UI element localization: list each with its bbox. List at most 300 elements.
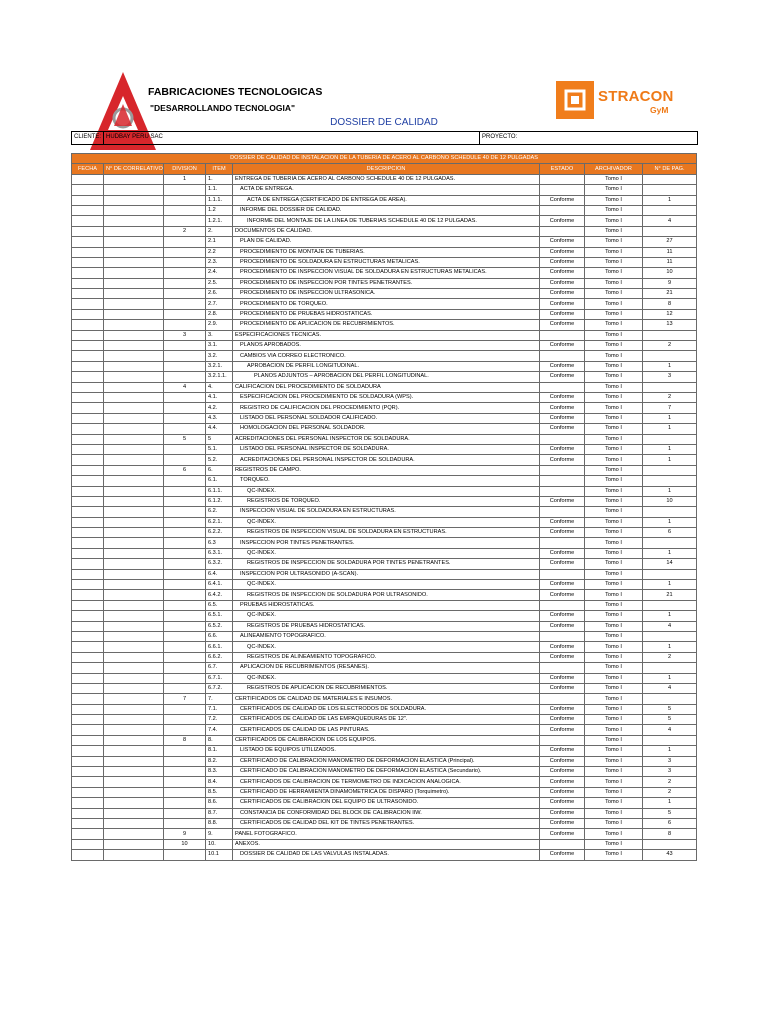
table-row <box>72 725 697 735</box>
cell-division <box>164 725 206 735</box>
table-row <box>72 559 697 569</box>
cell-pag <box>643 631 697 641</box>
cell-pag: 4 <box>643 621 697 631</box>
project-label: PROYECTO: <box>482 134 518 140</box>
cell-archivador: Tomo I <box>585 777 643 787</box>
cell-fecha <box>72 226 104 236</box>
cell-division <box>164 444 206 454</box>
cell-division <box>164 715 206 725</box>
cell-archivador: Tomo I <box>585 372 643 382</box>
cell-correlativo <box>104 767 164 777</box>
cell-pag <box>643 569 697 579</box>
cell-item: 2.9. <box>206 320 233 330</box>
cell-pag <box>643 226 697 236</box>
cell-correlativo <box>104 309 164 319</box>
cell-division: 3 <box>164 330 206 340</box>
table-row <box>72 413 697 423</box>
cell-estado <box>540 486 585 496</box>
cell-fecha <box>72 299 104 309</box>
cell-archivador: Tomo I <box>585 247 643 257</box>
col-header-estado: ESTADO <box>540 164 585 174</box>
cell-descripcion: PROCEDIMIENTO DE PRUEBAS HIDROSTATICAS. <box>233 309 540 319</box>
cell-correlativo <box>104 289 164 299</box>
cell-descripcion: QC-INDEX. <box>233 486 540 496</box>
cell-archivador: Tomo I <box>585 330 643 340</box>
cell-correlativo <box>104 559 164 569</box>
cell-pag <box>643 476 697 486</box>
cell-fecha <box>72 663 104 673</box>
cell-pag: 1 <box>643 444 697 454</box>
cell-archivador: Tomo I <box>585 195 643 205</box>
cell-archivador: Tomo I <box>585 600 643 610</box>
cell-correlativo <box>104 330 164 340</box>
cell-division <box>164 621 206 631</box>
table-row <box>72 787 697 797</box>
cell-fecha <box>72 850 104 860</box>
cell-descripcion: ACREDITACIONES DEL PERSONAL INSPECTOR DE SOLDADURA. <box>233 434 540 444</box>
cell-descripcion: CERTIFICADOS DE CALIDAD DEL KIT DE TINTES PENETRANTES. <box>233 819 540 829</box>
cell-descripcion: APROBACION DE PERFIL LONGITUDINAL. <box>233 361 540 371</box>
table-row <box>72 278 697 288</box>
cell-pag <box>643 600 697 610</box>
cell-correlativo <box>104 528 164 538</box>
cell-correlativo <box>104 299 164 309</box>
cell-descripcion: INFORME DEL DOSSIER DE CALIDAD. <box>233 205 540 215</box>
cell-item: 6.6.1. <box>206 642 233 652</box>
cell-archivador: Tomo I <box>585 237 643 247</box>
cell-correlativo <box>104 715 164 725</box>
cell-archivador: Tomo I <box>585 704 643 714</box>
cell-division <box>164 392 206 402</box>
table-header-row <box>72 164 697 174</box>
cell-division <box>164 309 206 319</box>
cell-division <box>164 787 206 797</box>
cell-fecha <box>72 330 104 340</box>
cell-archivador: Tomo I <box>585 590 643 600</box>
cell-archivador: Tomo I <box>585 299 643 309</box>
cell-division <box>164 652 206 662</box>
cell-correlativo <box>104 600 164 610</box>
cell-descripcion: TORQUEO. <box>233 476 540 486</box>
cell-pag: 1 <box>643 798 697 808</box>
cell-pag: 1 <box>643 486 697 496</box>
cell-archivador: Tomo I <box>585 403 643 413</box>
cell-item: 2. <box>206 226 233 236</box>
cell-division <box>164 517 206 527</box>
cell-archivador: Tomo I <box>585 767 643 777</box>
cell-descripcion: QC-INDEX. <box>233 580 540 590</box>
cell-fecha <box>72 590 104 600</box>
cell-pag <box>643 330 697 340</box>
cell-estado: Conforme <box>540 798 585 808</box>
cell-correlativo <box>104 465 164 475</box>
cell-estado: Conforme <box>540 403 585 413</box>
cell-descripcion: ANEXOS. <box>233 839 540 849</box>
cell-descripcion: PROCEDIMIENTO DE TORQUEO. <box>233 299 540 309</box>
cell-estado <box>540 569 585 579</box>
cell-descripcion: INFORME DEL MONTAJE DE LA LINEA DE TUBERIAS SCHEDULE 40 DE 12 PULGADAS. <box>233 216 540 226</box>
cell-division <box>164 403 206 413</box>
table-row <box>72 392 697 402</box>
cell-estado <box>540 663 585 673</box>
cell-estado: Conforme <box>540 216 585 226</box>
cell-fecha <box>72 715 104 725</box>
cell-estado <box>540 174 585 184</box>
cell-archivador: Tomo I <box>585 465 643 475</box>
cell-estado <box>540 382 585 392</box>
cell-correlativo <box>104 195 164 205</box>
cell-correlativo <box>104 382 164 392</box>
table-row <box>72 580 697 590</box>
cell-estado: Conforme <box>540 247 585 257</box>
cell-pag: 1 <box>643 746 697 756</box>
cell-fecha <box>72 600 104 610</box>
cell-archivador: Tomo I <box>585 528 643 538</box>
cell-archivador: Tomo I <box>585 829 643 839</box>
cell-descripcion: REGISTROS DE INSPECCION DE SOLDADURA POR TINTES PENETRANTES. <box>233 559 540 569</box>
table-row <box>72 268 697 278</box>
cell-descripcion: ESPECIFICACIONES TECNICAS. <box>233 330 540 340</box>
table-row <box>72 465 697 475</box>
cell-estado: Conforme <box>540 808 585 818</box>
cell-division <box>164 590 206 600</box>
cell-estado: Conforme <box>540 850 585 860</box>
cell-pag: 2 <box>643 392 697 402</box>
cell-item: 7.4. <box>206 725 233 735</box>
cell-fecha <box>72 735 104 745</box>
cell-correlativo <box>104 257 164 267</box>
cell-archivador: Tomo I <box>585 611 643 621</box>
cell-division <box>164 548 206 558</box>
col-header-division: DIVISION <box>164 164 206 174</box>
cell-pag: 3 <box>643 767 697 777</box>
col-header-correlativo: N° DE CORRELATIVO <box>104 164 164 174</box>
table-row <box>72 704 697 714</box>
cell-descripcion: PRUEBAS HIDROSTATICAS. <box>233 600 540 610</box>
cell-descripcion: QC-INDEX. <box>233 548 540 558</box>
table-row <box>72 767 697 777</box>
cell-estado: Conforme <box>540 777 585 787</box>
cell-pag: 1 <box>643 424 697 434</box>
cell-archivador: Tomo I <box>585 507 643 517</box>
cell-fecha <box>72 403 104 413</box>
cell-division <box>164 476 206 486</box>
cell-archivador: Tomo I <box>585 621 643 631</box>
cell-estado: Conforme <box>540 819 585 829</box>
cell-item: 6.7.2. <box>206 683 233 693</box>
cell-item: 2.2 <box>206 247 233 257</box>
cell-division <box>164 808 206 818</box>
cell-correlativo <box>104 403 164 413</box>
cell-correlativo <box>104 444 164 454</box>
cell-archivador: Tomo I <box>585 413 643 423</box>
cell-item: 10. <box>206 839 233 849</box>
cell-correlativo <box>104 642 164 652</box>
cell-descripcion: CONSTANCIA DE CONFORMIDAD DEL BLOCK DE CALIBRACION IIW. <box>233 808 540 818</box>
cell-descripcion: DOCUMENTOS DE CALIDAD. <box>233 226 540 236</box>
cell-archivador: Tomo I <box>585 351 643 361</box>
cell-correlativo <box>104 590 164 600</box>
cell-item: 9. <box>206 829 233 839</box>
cell-fecha <box>72 746 104 756</box>
cell-pag: 21 <box>643 590 697 600</box>
cell-item: 6.1. <box>206 476 233 486</box>
cell-item: 8. <box>206 735 233 745</box>
cell-item: 4.4. <box>206 424 233 434</box>
cell-fecha <box>72 278 104 288</box>
cell-fecha <box>72 819 104 829</box>
cell-fecha <box>72 673 104 683</box>
cell-estado: Conforme <box>540 621 585 631</box>
cell-item: 2.4. <box>206 268 233 278</box>
cell-descripcion: PANEL FOTOGRAFICO. <box>233 829 540 839</box>
cell-fecha <box>72 538 104 548</box>
cell-archivador: Tomo I <box>585 257 643 267</box>
cell-item: 4.3. <box>206 413 233 423</box>
cell-descripcion: CERTIFICADO DE HERRAMIENTA DINAMOMETRICA DE DISPARO (Torquimetro). <box>233 787 540 797</box>
cell-pag: 9 <box>643 278 697 288</box>
cell-estado <box>540 538 585 548</box>
table-row <box>72 652 697 662</box>
cell-item: 8.7. <box>206 808 233 818</box>
cell-correlativo <box>104 798 164 808</box>
cell-item: 7.2. <box>206 715 233 725</box>
cell-pag: 3 <box>643 372 697 382</box>
cell-division <box>164 237 206 247</box>
cell-descripcion: PROCEDIMIENTO DE INSPECCION VISUAL DE SOLDADURA EN ESTRUCTURAS METALICAS. <box>233 268 540 278</box>
cell-item: 6.4. <box>206 569 233 579</box>
cell-item: 6.1.1. <box>206 486 233 496</box>
cell-fecha <box>72 829 104 839</box>
cell-pag: 7 <box>643 403 697 413</box>
cell-estado: Conforme <box>540 341 585 351</box>
cell-archivador: Tomo I <box>585 694 643 704</box>
cell-item: 4. <box>206 382 233 392</box>
cell-descripcion: REGISTRO DE CALIFICACION DEL PROCEDIMIENTO (PQR). <box>233 403 540 413</box>
table-row <box>72 330 697 340</box>
cell-division <box>164 559 206 569</box>
cell-division <box>164 361 206 371</box>
cell-archivador: Tomo I <box>585 798 643 808</box>
cell-fecha <box>72 631 104 641</box>
cell-estado <box>540 476 585 486</box>
cell-item: 1.1. <box>206 185 233 195</box>
cell-item: 6.6.2. <box>206 652 233 662</box>
cell-item: 3.2.1.1. <box>206 372 233 382</box>
cell-correlativo <box>104 476 164 486</box>
table-row <box>72 174 697 184</box>
table-banner: DOSSIER DE CALIDAD DE INSTALACION DE LA TUBERIA DE ACERO AL CARBONO SCHEDULE 40 DE 12 PULGADAS <box>72 154 697 164</box>
cell-correlativo <box>104 278 164 288</box>
cell-item: 3.1. <box>206 341 233 351</box>
cell-estado: Conforme <box>540 580 585 590</box>
cell-archivador: Tomo I <box>585 226 643 236</box>
table-row <box>72 590 697 600</box>
table-row <box>72 673 697 683</box>
cell-fecha <box>72 767 104 777</box>
cell-item: 6.5.1. <box>206 611 233 621</box>
table-row <box>72 839 697 849</box>
cell-division: 2 <box>164 226 206 236</box>
table-row <box>72 185 697 195</box>
cell-descripcion: REGISTROS DE ALINEAMIENTO TOPOGRAFICO. <box>233 652 540 662</box>
cell-archivador: Tomo I <box>585 683 643 693</box>
table-row <box>72 746 697 756</box>
cell-descripcion: CERTIFICADO DE CALIBRACION MANOMETRO DE DEFORMACION ELASTICA (Principal). <box>233 756 540 766</box>
cell-estado: Conforme <box>540 559 585 569</box>
cell-pag: 14 <box>643 559 697 569</box>
cell-item: 8.6. <box>206 798 233 808</box>
cell-item: 10.1 <box>206 850 233 860</box>
cell-division <box>164 320 206 330</box>
table-row <box>72 289 697 299</box>
cell-division <box>164 611 206 621</box>
cell-estado: Conforme <box>540 673 585 683</box>
cell-archivador: Tomo I <box>585 216 643 226</box>
cell-descripcion: QC-INDEX. <box>233 517 540 527</box>
cell-division <box>164 704 206 714</box>
cell-archivador: Tomo I <box>585 455 643 465</box>
cell-archivador: Tomo I <box>585 476 643 486</box>
cell-item: 7.1. <box>206 704 233 714</box>
cell-correlativo <box>104 205 164 215</box>
stracon-brand: STRACON <box>598 88 674 105</box>
cell-pag: 2 <box>643 341 697 351</box>
cell-item: 6.3.2. <box>206 559 233 569</box>
cell-division <box>164 289 206 299</box>
cell-fecha <box>72 476 104 486</box>
cell-item: 8.4. <box>206 777 233 787</box>
cell-archivador: Tomo I <box>585 673 643 683</box>
cell-estado <box>540 839 585 849</box>
cell-division: 1 <box>164 174 206 184</box>
table-row <box>72 247 697 257</box>
cell-pag: 5 <box>643 808 697 818</box>
cell-correlativo <box>104 725 164 735</box>
cell-division: 8 <box>164 735 206 745</box>
cell-correlativo <box>104 351 164 361</box>
cell-pag: 1 <box>643 611 697 621</box>
cell-division <box>164 195 206 205</box>
cell-fecha <box>72 496 104 506</box>
cell-descripcion: CALIFICACION DEL PROCEDIMIENTO DE SOLDADURA <box>233 382 540 392</box>
cell-correlativo <box>104 850 164 860</box>
cell-descripcion: QC-INDEX. <box>233 642 540 652</box>
cell-pag <box>643 382 697 392</box>
cell-archivador: Tomo I <box>585 548 643 558</box>
cell-estado: Conforme <box>540 372 585 382</box>
cell-descripcion: INSPECCION POR ULTRASONIDO (A-SCAN). <box>233 569 540 579</box>
cell-fecha <box>72 361 104 371</box>
cell-pag: 5 <box>643 704 697 714</box>
cell-division <box>164 299 206 309</box>
table-row <box>72 642 697 652</box>
cell-descripcion: PROCEDIMIENTO DE MONTAJE DE TUBERIAS. <box>233 247 540 257</box>
cell-estado <box>540 330 585 340</box>
cell-fecha <box>72 725 104 735</box>
cell-pag <box>643 507 697 517</box>
cell-pag: 1 <box>643 195 697 205</box>
cell-estado: Conforme <box>540 756 585 766</box>
cell-archivador: Tomo I <box>585 185 643 195</box>
cell-descripcion: HOMOLOGACION DEL PERSONAL SOLDADOR. <box>233 424 540 434</box>
cell-correlativo <box>104 268 164 278</box>
cell-division <box>164 673 206 683</box>
cell-division <box>164 268 206 278</box>
cell-division <box>164 569 206 579</box>
cell-estado: Conforme <box>540 320 585 330</box>
cell-item: 1.2 <box>206 205 233 215</box>
cell-descripcion: REGISTROS DE PRUEBAS HIDROSTATICAS. <box>233 621 540 631</box>
cell-item: 8.8. <box>206 819 233 829</box>
cell-item: 6.5. <box>206 600 233 610</box>
cell-item: 1.2.1. <box>206 216 233 226</box>
cell-pag <box>643 185 697 195</box>
table-row <box>72 538 697 548</box>
table-row <box>72 735 697 745</box>
cell-fecha <box>72 320 104 330</box>
cell-estado: Conforme <box>540 424 585 434</box>
cell-item: 6.2.1. <box>206 517 233 527</box>
cell-pag: 2 <box>643 777 697 787</box>
cell-archivador: Tomo I <box>585 174 643 184</box>
cell-fecha <box>72 548 104 558</box>
cell-division: 4 <box>164 382 206 392</box>
cell-correlativo <box>104 673 164 683</box>
col-header-archivador: ARCHIVADOR <box>585 164 643 174</box>
cell-division: 7 <box>164 694 206 704</box>
cell-correlativo <box>104 496 164 506</box>
cell-estado: Conforme <box>540 590 585 600</box>
cell-estado: Conforme <box>540 704 585 714</box>
table-row <box>72 600 697 610</box>
cell-pag <box>643 663 697 673</box>
cell-item: 6. <box>206 465 233 475</box>
col-header-pag: N° DE PAG. <box>643 164 697 174</box>
cell-pag: 10 <box>643 496 697 506</box>
cell-fecha <box>72 528 104 538</box>
table-row <box>72 569 697 579</box>
cell-division <box>164 580 206 590</box>
cell-estado: Conforme <box>540 642 585 652</box>
cell-correlativo <box>104 746 164 756</box>
cell-fecha <box>72 382 104 392</box>
cell-division: 5 <box>164 434 206 444</box>
cell-estado: Conforme <box>540 299 585 309</box>
cell-correlativo <box>104 829 164 839</box>
cell-division <box>164 850 206 860</box>
cell-archivador: Tomo I <box>585 341 643 351</box>
cell-descripcion: LISTADO DEL PERSONAL INSPECTOR DE SOLDADURA. <box>233 444 540 454</box>
cell-pag: 11 <box>643 257 697 267</box>
cell-item: 6.3 <box>206 538 233 548</box>
cell-correlativo <box>104 756 164 766</box>
cell-item: 3.2.1. <box>206 361 233 371</box>
cell-fecha <box>72 413 104 423</box>
cell-pag: 1 <box>643 517 697 527</box>
table-row <box>72 611 697 621</box>
table-row <box>72 455 697 465</box>
cell-fecha <box>72 309 104 319</box>
cell-item: 6.2. <box>206 507 233 517</box>
cell-descripcion: CERTIFICADOS DE CALIDAD DE MATERIALES E INSUMOS. <box>233 694 540 704</box>
client-label: CLIENTE: <box>72 132 104 144</box>
cell-correlativo <box>104 631 164 641</box>
cell-correlativo <box>104 341 164 351</box>
table-row <box>72 548 697 558</box>
cell-correlativo <box>104 455 164 465</box>
table-row <box>72 226 697 236</box>
